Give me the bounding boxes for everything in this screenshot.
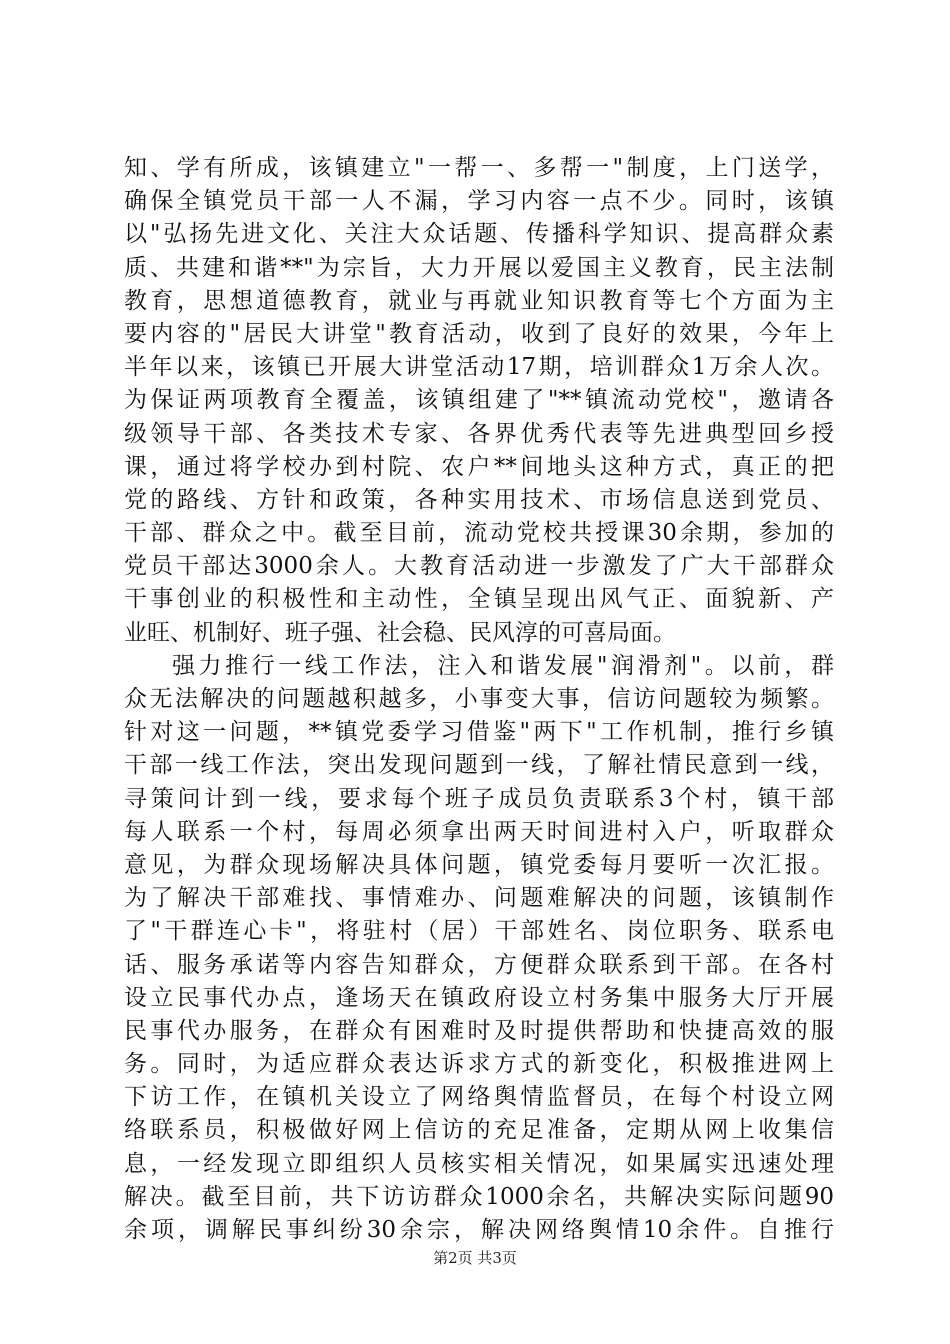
page-number-footer: 第2页 共3页: [433, 1249, 517, 1267]
text-line: 为保证两项教育全覆盖，该镇组建了"**镇流动党校"，邀请各: [124, 387, 834, 414]
text-line: 课，通过将学校办到村院、农户**间地头这种方式，真正的把: [124, 453, 834, 480]
text-line: 解决。截至目前，共下访访群众1000余名，共解决实际问题90: [124, 1183, 834, 1210]
paragraph-first-line: 强力推行一线工作法，注入和谐发展"润滑剂"。以前，群: [172, 652, 834, 679]
text-line: 余项，调解民事纠纷30余宗，解决网络舆情10余件。自推行: [124, 1217, 834, 1243]
text-line: 干部一线工作法，突出发现问题到一线，了解社情民意到一线，: [124, 752, 834, 779]
text-line: 息，一经发现立即组织人员核实相关情况，如果属实迅速处理: [124, 1150, 834, 1177]
text-line: 为了解决干部难找、事情难办、问题难解决的问题，该镇制作: [124, 885, 834, 912]
text-line: 了"干群连心卡"，将驻村（居）干部姓名、岗位职务、联系电: [124, 918, 834, 945]
text-line: 针对这一问题，**镇党委学习借鉴"两下"工作机制，推行乡镇: [124, 719, 834, 746]
text-line: 话、服务承诺等内容告知群众，方便群众联系到干部。在各村: [124, 951, 834, 978]
body-text: [124, 152, 834, 1247]
text-line: 以"弘扬先进文化、关注大众话题、传播科学知识、提高群众素: [124, 221, 834, 248]
text-line: 级领导干部、各类技术专家、各界优秀代表等先进典型回乡授: [124, 420, 834, 447]
text-line: 设立民事代办点，逢场天在镇政府设立村务集中服务大厅开展: [124, 984, 834, 1011]
text-line: 干部、群众之中。截至目前，流动党校共授课30余期，参加的: [124, 520, 834, 547]
text-line: 半年以来，该镇已开展大讲堂活动17期，培训群众1万余人次。: [124, 354, 834, 381]
text-line: 党的路线、方针和政策，各种实用技术、市场信息送到党员、: [124, 486, 834, 513]
text-line: 务。同时，为适应群众表达诉求方式的新变化，积极推进网上: [124, 1051, 834, 1078]
text-line: 下访工作，在镇机关设立了网络舆情监督员，在每个村设立网: [124, 1084, 834, 1111]
text-line: 干事创业的积极性和主动性，全镇呈现出风气正、面貌新、产: [124, 586, 834, 613]
text-line: 络联系员，积极做好网上信访的充足准备，定期从网上收集信: [124, 1117, 834, 1144]
text-line: 质、共建和谐**"为宗旨，大力开展以爱国主义教育，民主法制: [124, 254, 834, 281]
text-line: 民事代办服务，在群众有困难时及时提供帮助和快捷高效的服: [124, 1017, 834, 1044]
text-line: 党员干部达3000余人。大教育活动进一步激发了广大干部群众: [124, 553, 834, 580]
text-line: 业旺、机制好、班子强、社会稳、民风淳的可喜局面。: [124, 619, 676, 646]
text-line: 要内容的"居民大讲堂"教育活动，收到了良好的效果，今年上: [124, 320, 834, 347]
text-line: 每人联系一个村，每周必须拿出两天时间进村入户，听取群众: [124, 818, 834, 845]
text-line: 知、学有所成，该镇建立"一帮一、多帮一"制度，上门送学，: [124, 155, 834, 181]
text-line: 意见，为群众现场解决具体问题，镇党委每月要听一次汇报。: [124, 851, 834, 878]
text-line: 确保全镇党员干部一人不漏，学习内容一点不少。同时，该镇: [124, 188, 834, 215]
text-line: 教育，思想道德教育，就业与再就业知识教育等七个方面为主: [124, 287, 834, 314]
text-line: 众无法解决的问题越积越多，小事变大事，信访问题较为频繁。: [124, 686, 834, 712]
text-line: 寻策问计到一线，要求每个班子成员负责联系3个村，镇干部: [124, 785, 834, 812]
